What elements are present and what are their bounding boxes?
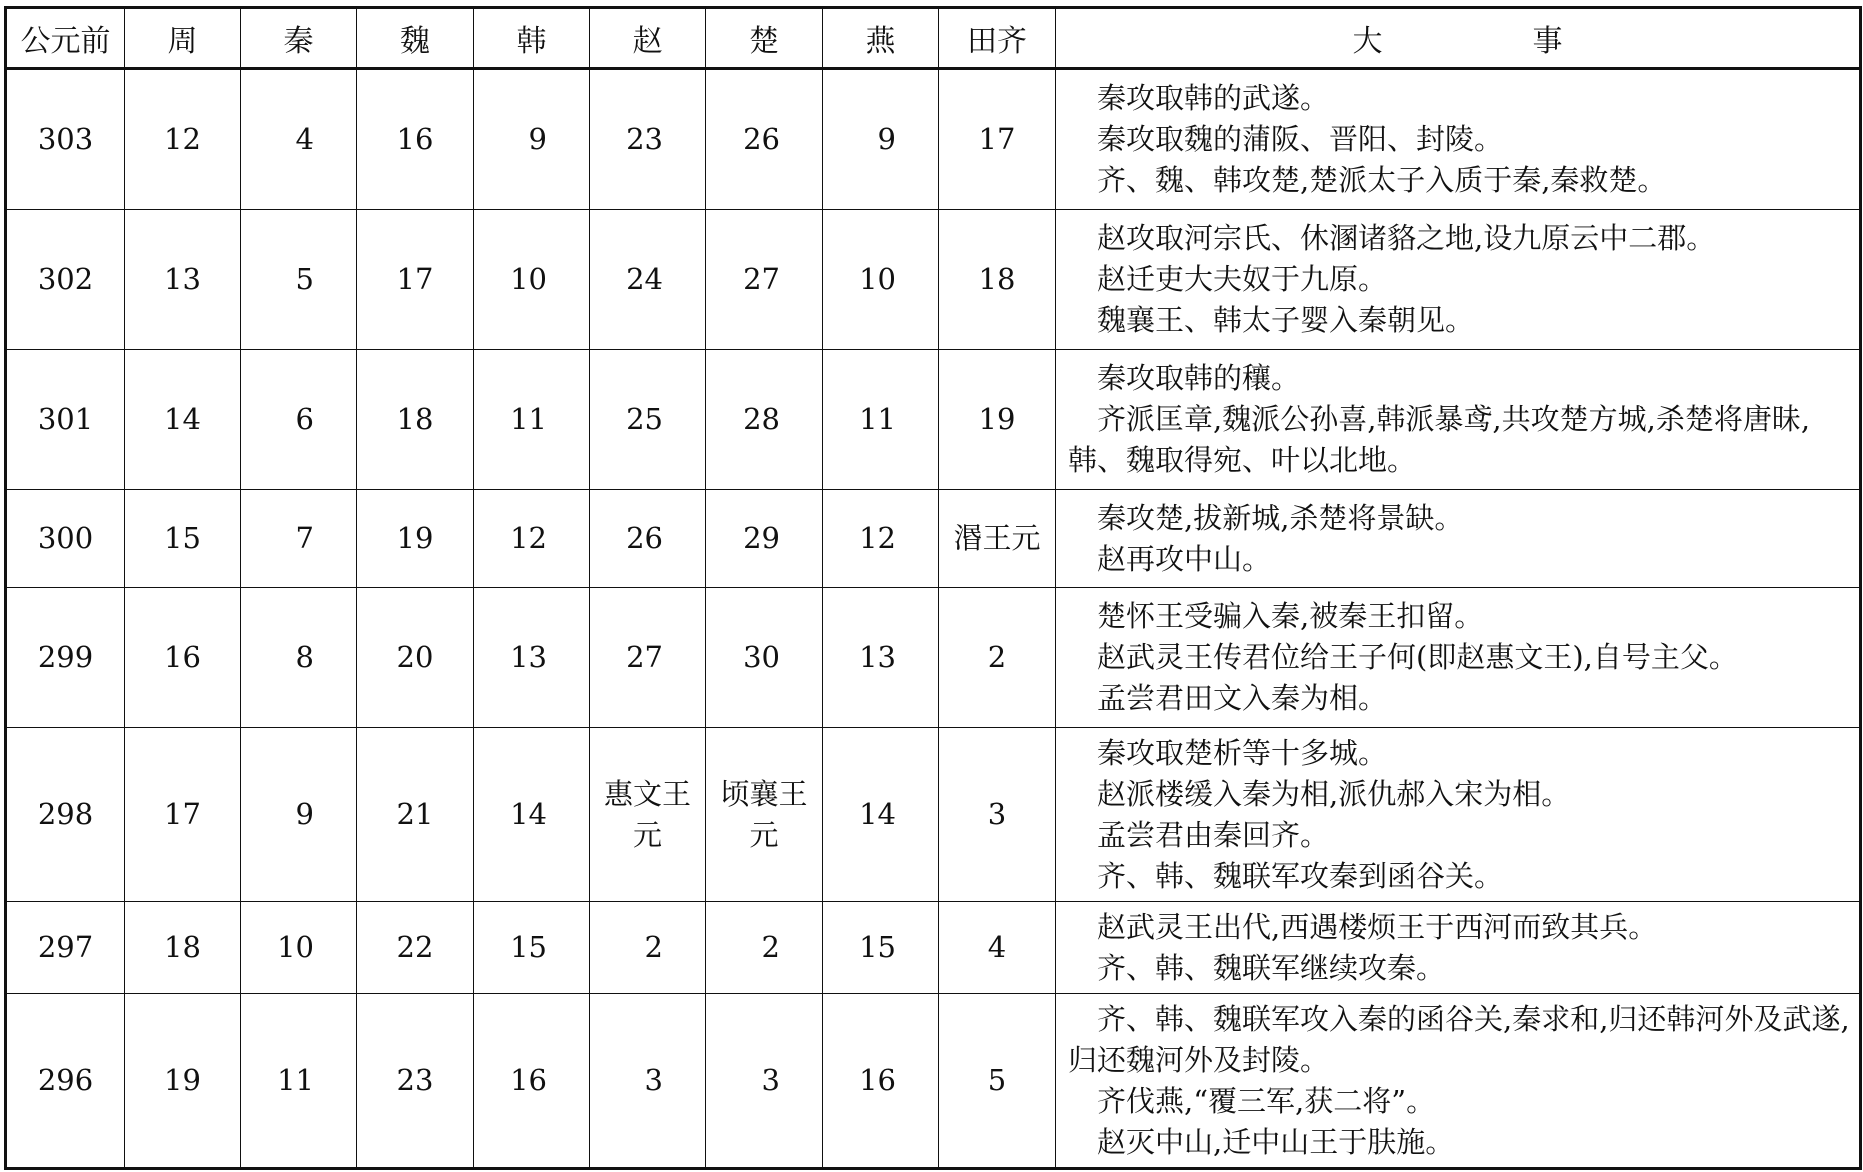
cell-chu bbox=[706, 210, 823, 350]
cell-chu bbox=[706, 994, 823, 1169]
header-qin: 秦 bbox=[241, 8, 357, 69]
cell-wei-value: 22 bbox=[396, 930, 434, 964]
cell-qi-value: 5 bbox=[987, 1063, 1007, 1097]
cell-qin bbox=[241, 490, 357, 588]
cell-qin-value: 9 bbox=[295, 797, 314, 831]
header-row bbox=[6, 8, 1861, 69]
cell-zhou-value: 16 bbox=[164, 640, 201, 674]
cell-qin-value: 8 bbox=[295, 640, 314, 674]
cell-chu-value: 顷襄王元 bbox=[720, 776, 808, 852]
header-qi: 田齐 bbox=[939, 8, 1056, 69]
cell-qi-value: 2 bbox=[987, 640, 1007, 674]
cell-han-value: 14 bbox=[510, 797, 547, 831]
cell-wei-value: 20 bbox=[396, 640, 434, 674]
cell-year-value: 297 bbox=[37, 930, 94, 964]
event-line: 秦攻取楚析等十多城。 bbox=[1097, 735, 1388, 770]
cell-zhou-value: 19 bbox=[164, 1063, 201, 1097]
cell-year-value: 302 bbox=[37, 262, 94, 296]
cell-qin-value: 11 bbox=[277, 1063, 314, 1097]
cell-qin bbox=[241, 994, 357, 1169]
cell-events bbox=[1056, 350, 1861, 490]
header-events bbox=[1056, 8, 1861, 69]
header-events-a: 大 bbox=[1352, 24, 1383, 59]
cell-yan bbox=[823, 994, 939, 1169]
table-row bbox=[6, 902, 1861, 994]
cell-yan bbox=[823, 350, 939, 490]
table-row bbox=[6, 728, 1861, 902]
cell-events bbox=[1056, 902, 1861, 994]
cell-zhao bbox=[590, 490, 706, 588]
cell-yan-value: 12 bbox=[859, 521, 896, 555]
cell-events bbox=[1056, 69, 1861, 210]
cell-qin bbox=[241, 728, 357, 902]
cell-qin-value: 6 bbox=[295, 402, 314, 436]
cell-zhou bbox=[125, 490, 241, 588]
cell-han bbox=[474, 490, 590, 588]
cell-year bbox=[6, 350, 125, 490]
event-line: 齐、韩、魏联军攻入秦的函谷关,秦求和,归还韩河外及武遂,归还魏河外及封陵。 bbox=[1068, 1001, 1850, 1077]
cell-qi-value: 4 bbox=[987, 930, 1007, 964]
cell-han-value: 16 bbox=[510, 1063, 547, 1097]
cell-zhou-value: 12 bbox=[164, 122, 201, 156]
cell-wei-value: 23 bbox=[396, 1063, 434, 1097]
table-row bbox=[6, 588, 1861, 728]
cell-wei bbox=[357, 588, 474, 728]
cell-events bbox=[1056, 994, 1861, 1169]
cell-qin-value: 10 bbox=[277, 930, 314, 964]
cell-events bbox=[1056, 588, 1861, 728]
cell-zhou bbox=[125, 210, 241, 350]
cell-zhou bbox=[125, 994, 241, 1169]
cell-wei bbox=[357, 210, 474, 350]
event-line: 齐、韩、魏联军继续攻秦。 bbox=[1097, 950, 1446, 985]
cell-zhao-value: 3 bbox=[644, 1063, 663, 1097]
event-line: 秦攻取魏的蒲阪、晋阳、封陵。 bbox=[1097, 122, 1504, 156]
cell-events bbox=[1056, 490, 1861, 588]
cell-chu bbox=[706, 902, 823, 994]
event-line: 赵武灵王出代,西遇楼烦王于西河而致其兵。 bbox=[1097, 909, 1658, 944]
cell-zhou-value: 15 bbox=[164, 521, 201, 555]
cell-yan bbox=[823, 490, 939, 588]
cell-qin-value: 7 bbox=[295, 521, 314, 555]
cell-han bbox=[474, 69, 590, 210]
cell-chu bbox=[706, 350, 823, 490]
cell-yan-value: 10 bbox=[859, 262, 896, 296]
cell-qi-value: 19 bbox=[978, 402, 1016, 436]
chronology-table bbox=[4, 6, 1862, 1170]
cell-qi-value: 3 bbox=[987, 797, 1007, 831]
cell-zhao bbox=[590, 588, 706, 728]
cell-year bbox=[6, 728, 125, 902]
cell-chu-value: 2 bbox=[761, 930, 780, 964]
cell-zhou bbox=[125, 728, 241, 902]
cell-year bbox=[6, 588, 125, 728]
cell-yan bbox=[823, 588, 939, 728]
cell-events bbox=[1056, 210, 1861, 350]
cell-qi bbox=[939, 588, 1056, 728]
header-zhou: 周 bbox=[125, 8, 241, 69]
cell-events bbox=[1056, 728, 1861, 902]
cell-year-value: 298 bbox=[37, 797, 94, 831]
header-yan: 燕 bbox=[823, 8, 939, 69]
cell-wei bbox=[357, 728, 474, 902]
cell-chu bbox=[706, 588, 823, 728]
cell-yan-value: 13 bbox=[859, 640, 896, 674]
cell-han-value: 15 bbox=[510, 930, 547, 964]
table-row bbox=[6, 490, 1861, 588]
header-events-b: 事 bbox=[1532, 24, 1563, 59]
cell-zhao bbox=[590, 69, 706, 210]
cell-han bbox=[474, 588, 590, 728]
event-line: 孟尝君由秦回齐。 bbox=[1097, 817, 1330, 852]
cell-han-value: 9 bbox=[528, 122, 547, 156]
cell-yan bbox=[823, 902, 939, 994]
cell-wei bbox=[357, 490, 474, 588]
cell-wei bbox=[357, 69, 474, 210]
cell-qin bbox=[241, 210, 357, 350]
cell-zhao bbox=[590, 350, 706, 490]
cell-han-value: 12 bbox=[510, 521, 547, 555]
header-chu: 楚 bbox=[706, 8, 823, 69]
event-line: 齐伐燕,“覆三军,获二将”。 bbox=[1097, 1083, 1436, 1118]
cell-han bbox=[474, 728, 590, 902]
cell-chu bbox=[706, 490, 823, 588]
cell-chu-value: 3 bbox=[761, 1063, 780, 1097]
event-line: 赵攻取河宗氏、休溷诸貉之地,设九原云中二郡。 bbox=[1097, 221, 1716, 255]
cell-han-value: 13 bbox=[510, 640, 547, 674]
cell-wei bbox=[357, 902, 474, 994]
cell-zhou-value: 13 bbox=[164, 262, 201, 296]
cell-year-value: 299 bbox=[37, 640, 94, 674]
cell-year-value: 303 bbox=[37, 122, 94, 156]
cell-zhao bbox=[590, 728, 706, 902]
event-line: 孟尝君田文入秦为相。 bbox=[1097, 681, 1388, 715]
cell-chu-value: 28 bbox=[743, 402, 780, 436]
cell-zhao-value: 26 bbox=[626, 521, 663, 555]
cell-chu bbox=[706, 69, 823, 210]
table-row bbox=[6, 210, 1861, 350]
cell-wei bbox=[357, 994, 474, 1169]
cell-year-value: 296 bbox=[37, 1063, 94, 1097]
cell-han-value: 11 bbox=[510, 402, 547, 436]
cell-zhou bbox=[125, 350, 241, 490]
cell-zhao-value: 24 bbox=[626, 262, 663, 296]
cell-chu-value: 29 bbox=[743, 521, 780, 555]
cell-year-value: 300 bbox=[37, 521, 94, 555]
cell-yan bbox=[823, 210, 939, 350]
cell-qi-value: 18 bbox=[978, 262, 1016, 296]
cell-zhao bbox=[590, 902, 706, 994]
cell-yan-value: 15 bbox=[859, 930, 896, 964]
cell-qi-value: 17 bbox=[978, 122, 1016, 156]
cell-zhou bbox=[125, 588, 241, 728]
table-row bbox=[6, 994, 1861, 1169]
cell-qi bbox=[939, 728, 1056, 902]
cell-zhou bbox=[125, 902, 241, 994]
cell-wei-value: 18 bbox=[396, 402, 434, 436]
cell-chu bbox=[706, 728, 823, 902]
cell-year-value: 301 bbox=[37, 402, 94, 436]
cell-qin bbox=[241, 350, 357, 490]
event-line: 齐派匡章,魏派公孙喜,韩派暴鸢,共攻楚方城,杀楚将唐昧,韩、魏取得宛、叶以北地。 bbox=[1068, 402, 1811, 477]
cell-zhao-value: 2 bbox=[644, 930, 663, 964]
cell-year bbox=[6, 490, 125, 588]
cell-wei-value: 17 bbox=[396, 262, 434, 296]
cell-yan bbox=[823, 69, 939, 210]
cell-year bbox=[6, 69, 125, 210]
cell-chu-value: 26 bbox=[743, 122, 780, 156]
cell-year bbox=[6, 994, 125, 1169]
event-line: 赵迁吏大夫奴于九原。 bbox=[1097, 262, 1388, 296]
cell-qin bbox=[241, 588, 357, 728]
cell-qi bbox=[939, 350, 1056, 490]
cell-qi bbox=[939, 490, 1056, 588]
event-line: 齐、魏、韩攻楚,楚派太子入质于秦,秦救楚。 bbox=[1097, 163, 1667, 197]
event-line: 秦攻取韩的武遂。 bbox=[1097, 81, 1330, 115]
cell-qi bbox=[939, 994, 1056, 1169]
table-row bbox=[6, 350, 1861, 490]
cell-chu-value: 27 bbox=[743, 262, 780, 296]
cell-zhou-value: 14 bbox=[164, 402, 201, 436]
event-line: 赵武灵王传君位给王子何(即赵惠文王),自号主父。 bbox=[1097, 640, 1738, 674]
event-line: 秦攻取韩的穰。 bbox=[1097, 361, 1301, 395]
cell-zhou-value: 17 bbox=[164, 797, 201, 831]
event-line: 齐、韩、魏联军攻秦到函谷关。 bbox=[1097, 858, 1504, 893]
cell-qin-value: 4 bbox=[295, 122, 314, 156]
event-line: 楚怀王受骗入秦,被秦王扣留。 bbox=[1097, 599, 1484, 633]
header-wei: 魏 bbox=[357, 8, 474, 69]
cell-yan-value: 11 bbox=[859, 402, 896, 436]
cell-wei bbox=[357, 350, 474, 490]
event-line: 赵灭中山,迁中山王于肤施。 bbox=[1097, 1124, 1455, 1159]
cell-han bbox=[474, 902, 590, 994]
cell-han bbox=[474, 994, 590, 1169]
cell-qin bbox=[241, 69, 357, 210]
table-row bbox=[6, 69, 1861, 210]
cell-han-value: 10 bbox=[510, 262, 547, 296]
header-year: 公元前 bbox=[6, 8, 125, 69]
cell-yan-value: 9 bbox=[877, 122, 896, 156]
cell-year bbox=[6, 210, 125, 350]
cell-qi-value: 湣王元 bbox=[953, 521, 1041, 555]
cell-zhao bbox=[590, 210, 706, 350]
cell-qi bbox=[939, 210, 1056, 350]
cell-chu-value: 30 bbox=[743, 640, 780, 674]
event-line: 秦攻楚,拔新城,杀楚将景缺。 bbox=[1097, 500, 1464, 535]
cell-zhao-value: 25 bbox=[626, 402, 663, 436]
header-zhao: 赵 bbox=[590, 8, 706, 69]
cell-han bbox=[474, 210, 590, 350]
cell-zhao-value: 惠文王元 bbox=[603, 776, 691, 852]
cell-yan bbox=[823, 728, 939, 902]
cell-zhao bbox=[590, 994, 706, 1169]
event-line: 魏襄王、韩太子婴入秦朝见。 bbox=[1097, 303, 1475, 337]
cell-qi bbox=[939, 902, 1056, 994]
cell-yan-value: 14 bbox=[859, 797, 896, 831]
cell-zhou-value: 18 bbox=[164, 930, 201, 964]
cell-year bbox=[6, 902, 125, 994]
cell-wei-value: 21 bbox=[396, 797, 434, 831]
cell-zhao-value: 23 bbox=[626, 122, 663, 156]
event-line: 赵派楼缓入秦为相,派仇郝入宋为相。 bbox=[1097, 776, 1571, 811]
cell-wei-value: 16 bbox=[396, 122, 434, 156]
cell-han bbox=[474, 350, 590, 490]
cell-zhao-value: 27 bbox=[626, 640, 663, 674]
cell-qi bbox=[939, 69, 1056, 210]
event-line: 赵再攻中山。 bbox=[1097, 541, 1272, 576]
cell-zhou bbox=[125, 69, 241, 210]
cell-wei-value: 19 bbox=[396, 521, 434, 555]
cell-qin-value: 5 bbox=[295, 262, 314, 296]
cell-yan-value: 16 bbox=[859, 1063, 896, 1097]
header-han: 韩 bbox=[474, 8, 590, 69]
cell-qin bbox=[241, 902, 357, 994]
